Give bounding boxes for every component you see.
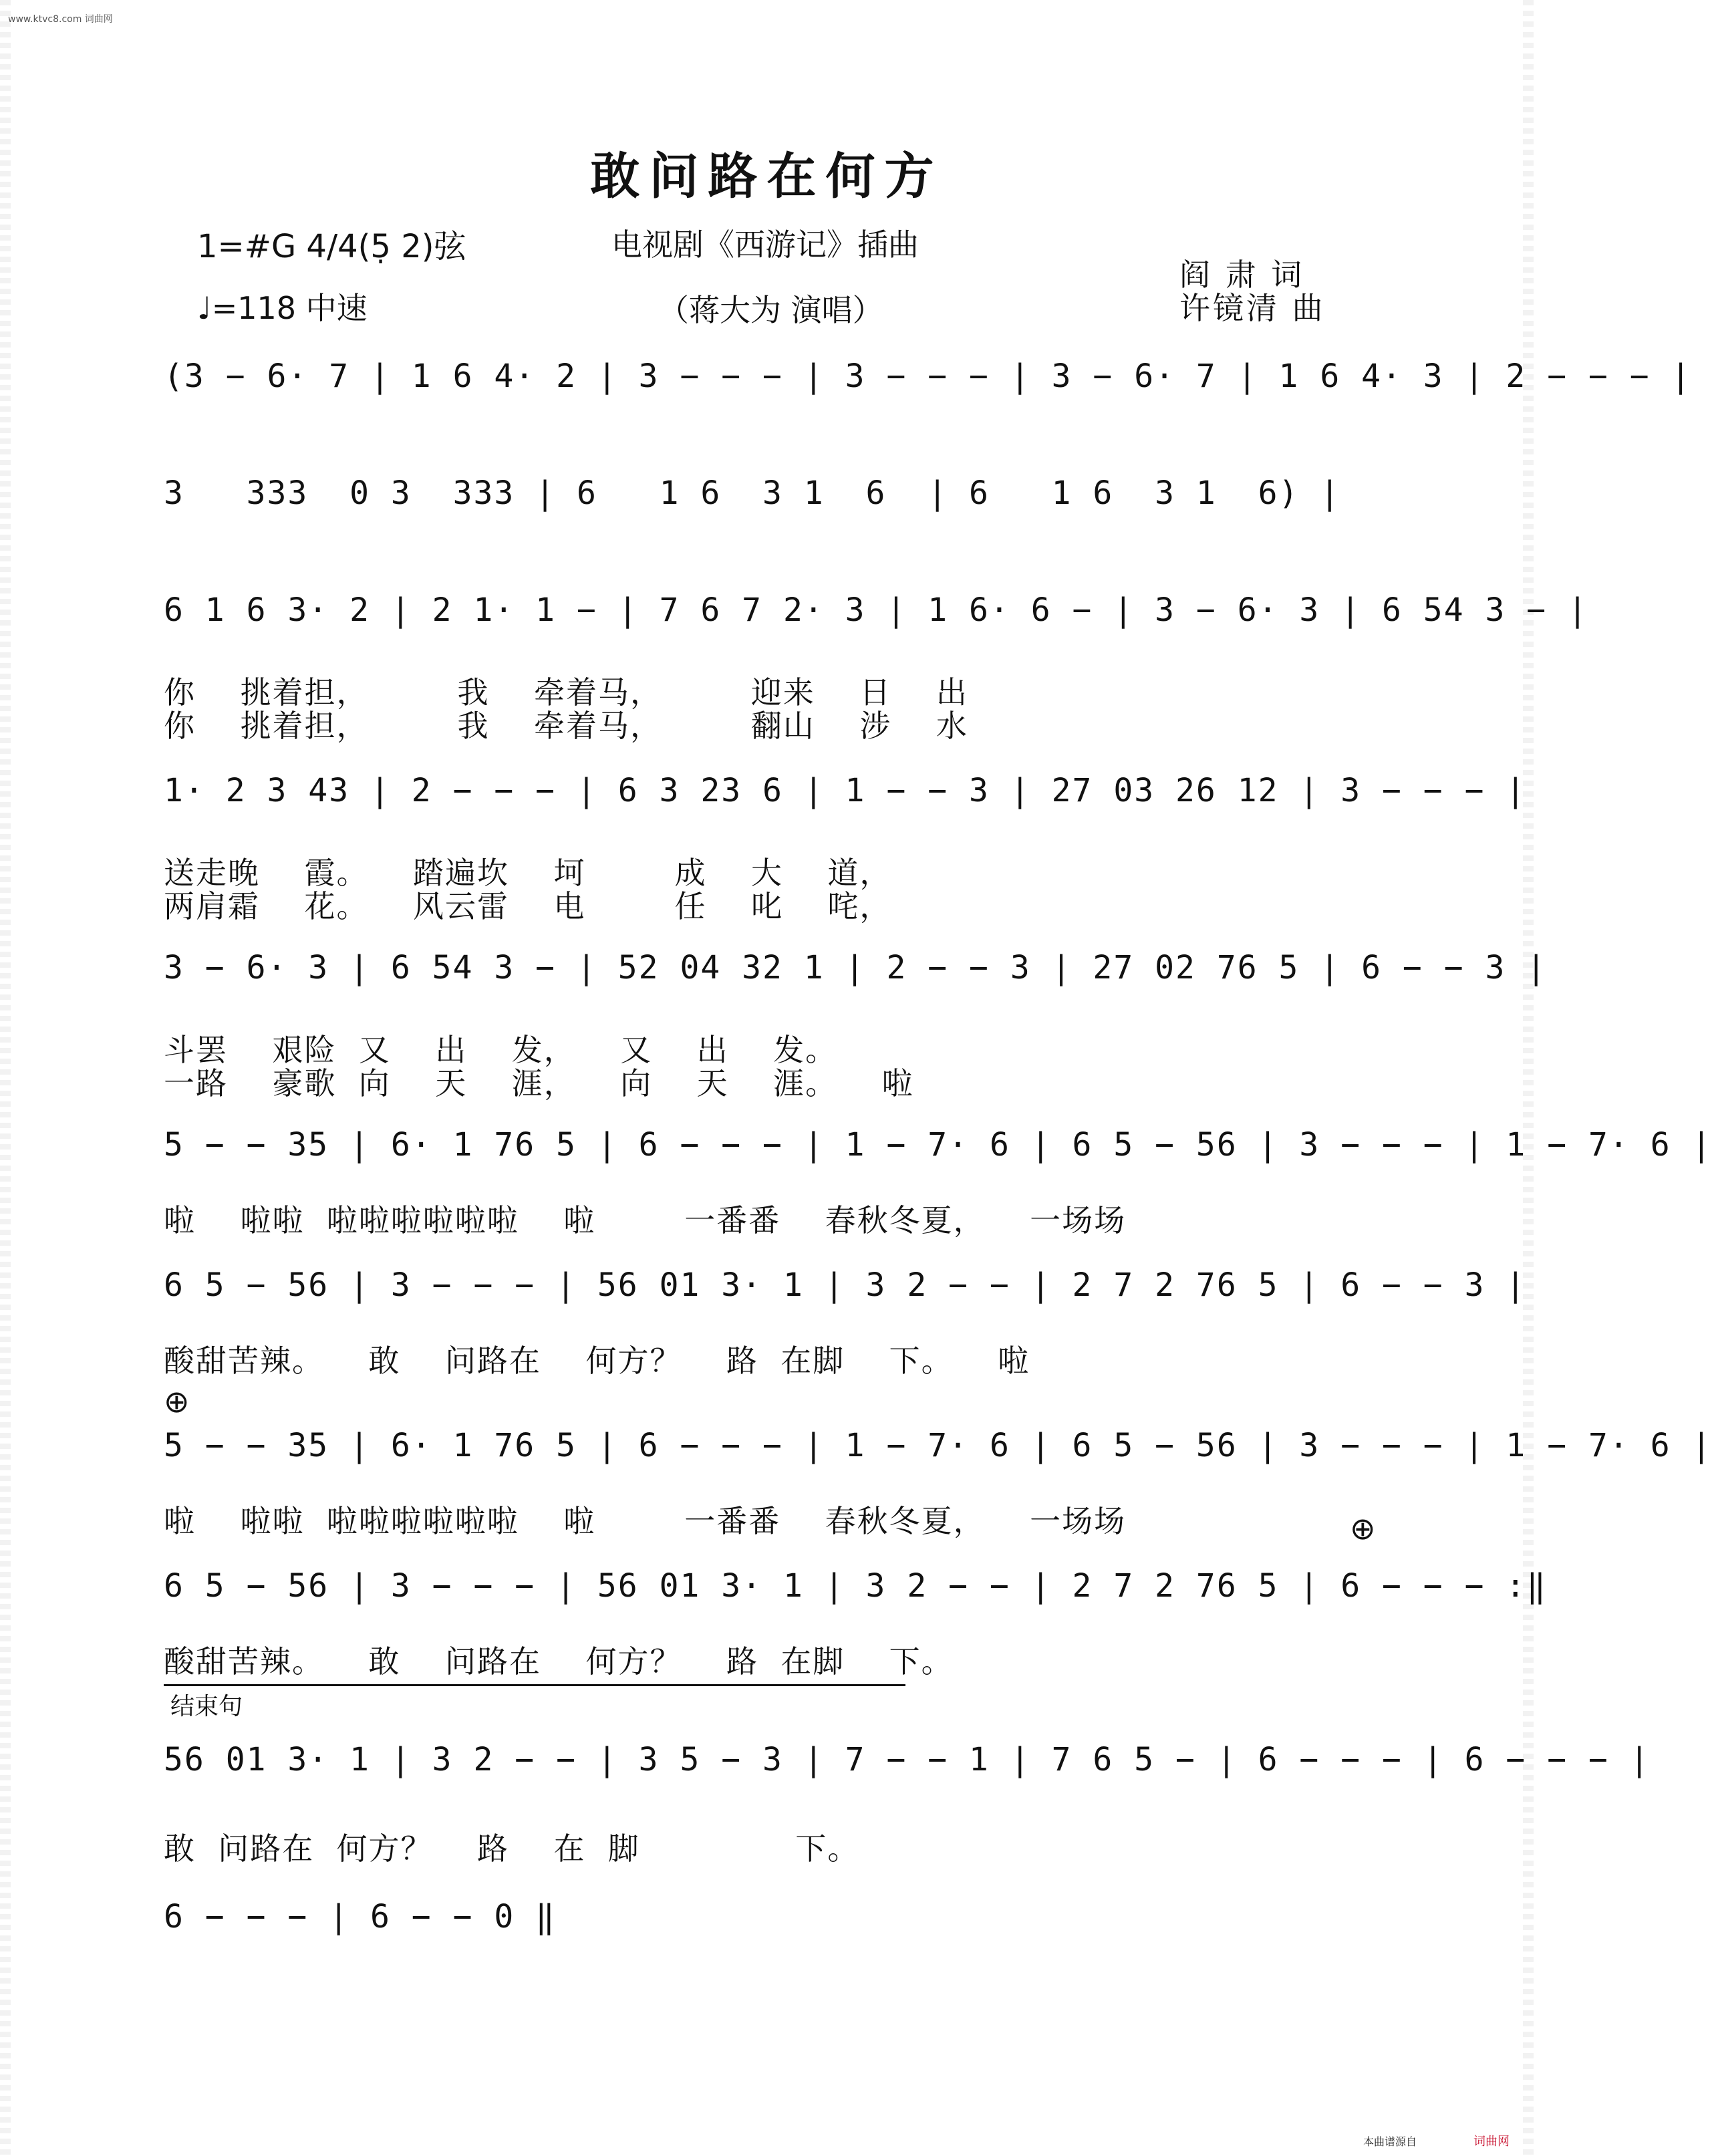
score-row-7 — [164, 1266, 1527, 1379]
score-row-6 — [164, 1126, 1712, 1238]
notation-line: 6 5 − 56 | 3 − − − | 56 01 3· 1 | 3 2 − − | 2 7 2 76 5 | 6 − − − :‖ — [164, 1567, 1548, 1605]
score-row-11 — [164, 1898, 1373, 2005]
notation-line: 56 01 3· 1 | 3 2 − − | 3 5 − 3 | 7 − − 1 | 7 6 5 − | 6 − − − | 6 − − − | — [164, 1741, 1651, 1778]
lyric-line: 敢 问路在 何方？ 路 在 脚 下。 — [164, 1831, 860, 1867]
ending-bracket — [164, 1684, 905, 1686]
lyric-verse-2: 两肩霜 花。 风云雷 电 任 叱 咤， — [164, 888, 892, 924]
notation-line: 6 1 6 3· 2 | 2 1· 1 − | 7 6 7 2· 3 | 1 6· 6 − | 3 − 6· 3 | 6 54 3 − | — [164, 591, 1588, 629]
singer-credit: （蒋大为 演唱） — [658, 292, 883, 328]
score-row-10 — [164, 1741, 1651, 1867]
score-row-8 — [164, 1427, 1712, 1539]
score-row-3 — [164, 591, 1588, 744]
notation-line: (3 − 6· 7 | 1 6 4· 2 | 3 − − − | 3 − − − | 3 − 6· 7 | 1 6 4· 3 | 2 − − − | — [164, 358, 1692, 395]
lyric-verse-1: 送走晚 霞。 踏遍坎 坷 成 大 道， — [164, 855, 892, 891]
site-watermark: www.ktvc8.com 词曲网 — [8, 14, 113, 25]
lyric-verse-1: 斗罢 艰险 又 出 发， 又 出 发。 — [164, 1032, 838, 1068]
lyric-verse-1: 你 挑着担， 我 牵着马， 迎来 日 出 — [164, 674, 968, 710]
notation-line: 6 5 − 56 | 3 − − − | 56 01 3· 1 | 3 2 − − | 2 7 2 76 5 | 6 − − 3 | — [164, 1266, 1527, 1304]
ending-label: 结束句 — [170, 1693, 243, 1720]
composer-credit: 许镜清 曲 — [1179, 290, 1326, 326]
key-signature: 1=#G 4/4(5̣ 2)弦 — [197, 228, 466, 265]
lyric-verse-2: 一路 豪歌 向 天 涯， 向 天 涯。 啦 — [164, 1065, 914, 1101]
score-row-2 — [164, 475, 1373, 581]
notation-line: 3 333 0 3 333 | 6 1 6 3 1 6 | 6 1 6 3 1 6) | — [164, 475, 1341, 512]
notation-line: 1· 2 3 43 | 2 − − − | 6 3 23 6 | 1 − − 3 | 27 03 26 12 | 3 − − − | — [164, 772, 1527, 809]
lyric-line: 酸甜苦辣。 敢 问路在 何方？ 路 在脚 下。 — [164, 1643, 954, 1679]
lyric-line: 啦 啦啦 啦啦啦啦啦啦 啦 一番番 春秋冬夏， 一场场 — [164, 1503, 1127, 1539]
footer-source-label: 本曲谱源自 — [1363, 2135, 1417, 2148]
coda-sign-start: ⊕ — [164, 1383, 190, 1420]
tempo-marking: ♩=118 中速 — [197, 290, 368, 326]
song-title: 敢问路在何方 — [590, 148, 944, 205]
notation-line: 5 − − 35 | 6· 1 76 5 | 6 − − − | 1 − 7· 6 | 6 5 − 56 | 3 − − − | 1 − 7· 6 | — [164, 1126, 1712, 1164]
song-subtitle: 电视剧《西游记》插曲 — [611, 227, 919, 263]
score-row-5 — [164, 949, 1548, 1101]
lyricist-credit: 阎 肃 词 — [1179, 257, 1305, 293]
lyric-line: 啦 啦啦 啦啦啦啦啦啦 啦 一番番 春秋冬夏， 一场场 — [164, 1202, 1127, 1238]
coda-sign-end: ⊕ — [1350, 1510, 1376, 1546]
score-row-9 — [164, 1567, 1548, 1679]
lyric-line: 酸甜苦辣。 敢 问路在 何方？ 路 在脚 下。 啦 — [164, 1343, 1030, 1379]
score-row-1 — [164, 358, 1692, 464]
left-border-strip — [0, 0, 11, 2156]
right-border-strip — [1523, 0, 1534, 2156]
footer-site-link[interactable]: 词曲网 — [1473, 2135, 1510, 2149]
lyric-verse-2: 你 挑着担， 我 牵着马， 翻山 涉 水 — [164, 708, 968, 744]
score-row-4 — [164, 772, 1527, 924]
notation-line: 5 − − 35 | 6· 1 76 5 | 6 − − − | 1 − 7· 6 | 6 5 − 56 | 3 − − − | 1 − 7· 6 | — [164, 1427, 1712, 1464]
notation-line: 3 − 6· 3 | 6 54 3 − | 52 04 32 1 | 2 − − 3 | 27 02 76 5 | 6 − − 3 | — [164, 949, 1548, 986]
notation-line: 6 − − − | 6 − − 0 ‖ — [164, 1898, 557, 1935]
